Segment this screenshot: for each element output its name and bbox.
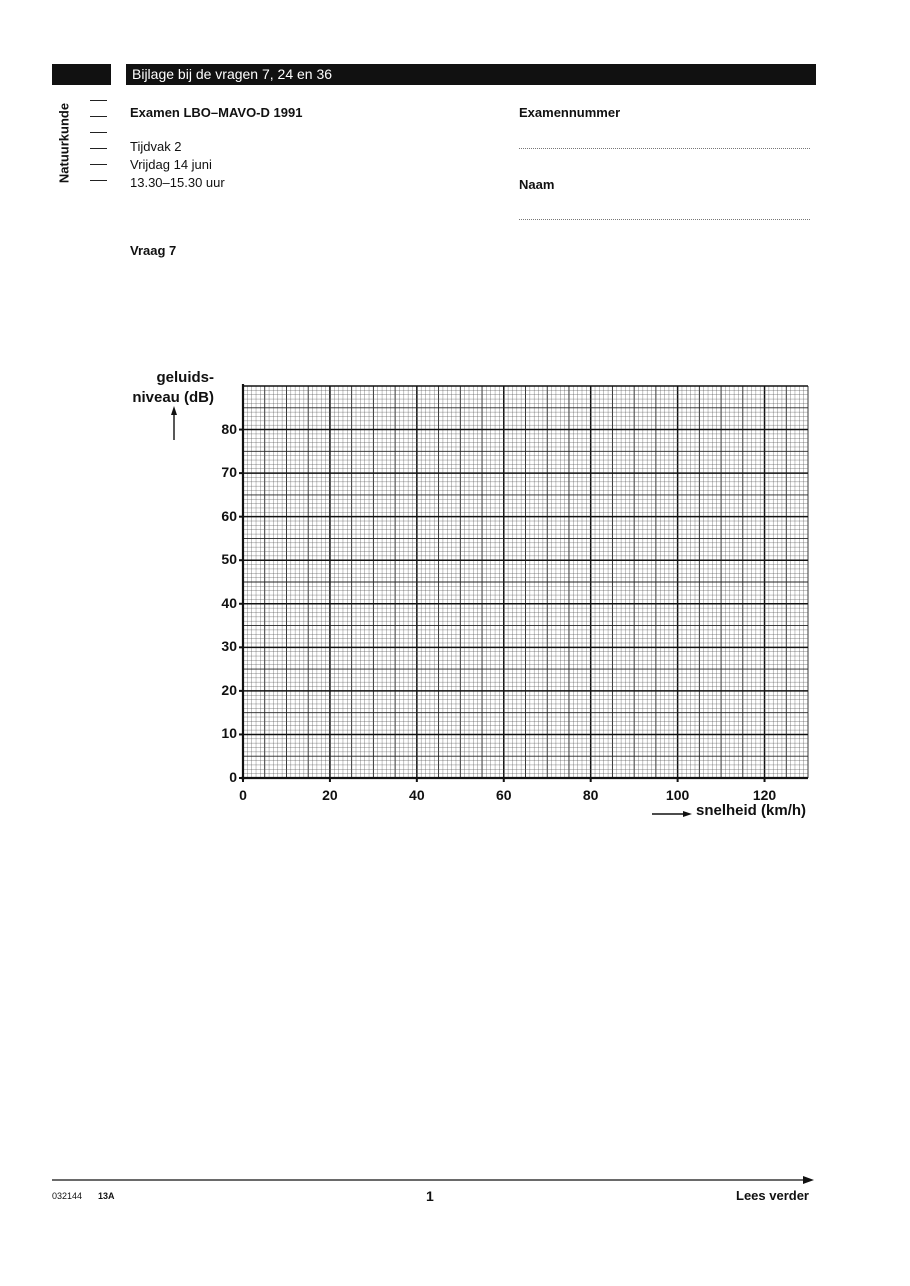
subject-text: Natuurkunde <box>56 102 72 183</box>
exam-line-2: Vrijdag 14 juni <box>130 157 212 172</box>
x-tick-label: 40 <box>409 787 425 803</box>
y-tick-label: 30 <box>221 638 237 655</box>
x-axis-arrow <box>652 809 692 819</box>
y-tick-label: 70 <box>221 464 237 481</box>
page-number: 1 <box>426 1188 434 1204</box>
y-tick-label: 0 <box>229 769 237 785</box>
y-tick-label: 80 <box>221 420 237 437</box>
footer-arrow <box>52 1173 814 1187</box>
x-tick-label: 60 <box>495 787 512 803</box>
x-axis-label: snelheid (km/h) <box>696 802 807 819</box>
y-axis-label-line-1: geluids- <box>156 369 214 386</box>
exam-line-1: Tijdvak 2 <box>130 139 182 154</box>
exam-title: Examen LBO–MAVO-D 1991 <box>130 105 303 120</box>
question-label: Vraag 7 <box>130 243 177 258</box>
x-tick-label: 20 <box>322 787 338 803</box>
y-axis-label-line-2: niveau (dB) <box>132 389 214 406</box>
x-tick-label: 100 <box>665 787 690 803</box>
y-tick-label: 40 <box>221 594 237 611</box>
footer-code-2: 13A <box>98 1191 115 1201</box>
y-tick-label: 10 <box>221 725 237 742</box>
x-tick-label: 120 <box>752 787 777 803</box>
y-tick-label: 20 <box>221 681 237 698</box>
exam-number-label: Examennummer <box>519 105 621 120</box>
banner-text: Bijlage bij de vragen 7, 24 en 36 <box>132 66 333 82</box>
footer-code: 032144 <box>52 1191 83 1201</box>
next-page-label: Lees verder <box>736 1188 809 1203</box>
x-tick-label: 80 <box>582 787 599 803</box>
x-tick-label: 0 <box>239 787 247 803</box>
exam-line-3: 13.30–15.30 uur <box>130 175 225 190</box>
y-tick-label: 60 <box>221 507 237 524</box>
name-label: Naam <box>519 177 555 192</box>
y-tick-label: 50 <box>221 551 237 568</box>
